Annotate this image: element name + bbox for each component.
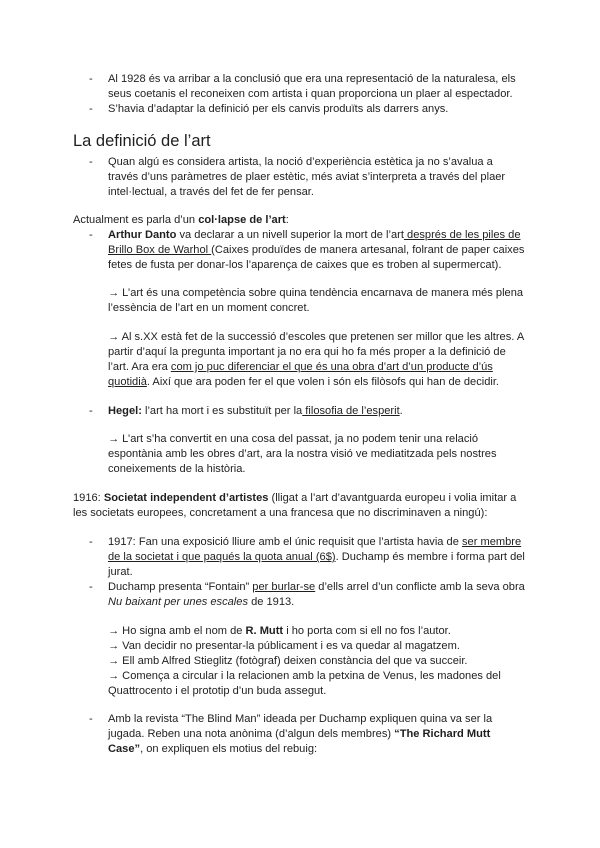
pseudonym: R. Mutt <box>245 625 284 637</box>
fontain-line-2 <box>108 595 294 610</box>
hegel-link[interactable]: filosofia de l’esperit <box>302 405 400 417</box>
definition-line-3: intel·lectual, a través del fet de fer pensar. <box>108 186 314 198</box>
bullet-dash: - <box>89 405 93 417</box>
danto-note2-line-4 <box>108 375 499 390</box>
danto-note1-line-1: → L’art és una competència sobre quina tendència encarnava de manera més plena <box>108 287 524 299</box>
fontain-text: d’ells arrel d’un conflicte amb la seva obra <box>315 581 525 593</box>
bullet-dash: - <box>89 229 93 241</box>
expo-link-part-2[interactable]: de la societat i que paqués la quota anual (6$) <box>108 551 336 563</box>
section-heading: La definició de l’art <box>73 132 211 150</box>
fontain-arrow-3: → Ell amb Alfred Stieglitz (fotògraf) deixen constància del que va succeir. <box>108 655 468 667</box>
danto-line-1 <box>108 228 521 243</box>
fontain-line-1 <box>108 580 525 595</box>
blind-man-line-3 <box>108 742 317 757</box>
danto-link-part-2[interactable]: Brillo Box de Warhol <box>108 244 212 256</box>
danto-line-2 <box>108 243 524 258</box>
bullet-text-adapt: S’havia d’adaptar la definició per els canvis produïts als darrers anys. <box>108 103 449 115</box>
case-title-part-1: “The Richard Mutt <box>394 728 491 740</box>
collapse-intro-prefix: Actualment es parla d’un <box>73 214 199 226</box>
society-name: Societat independent d’artistes <box>103 492 269 504</box>
hegel-line <box>108 404 403 419</box>
expo-line-1 <box>108 535 521 550</box>
danto-note2-line-3 <box>108 360 493 375</box>
hegel-name: Hegel: <box>108 405 142 417</box>
collapse-term: col·lapse de l’art <box>198 214 286 226</box>
case-title-part-2: Case” <box>108 743 141 755</box>
bullet-dash: - <box>89 156 93 168</box>
bullet-dash: - <box>89 713 93 725</box>
blind-man-text: , on expliquen els motius del rebuig: <box>140 743 318 755</box>
fontain-arrow-4-line-1: → Comença a circular i la relacionen amb la petxina de Venus, les madones del <box>108 670 501 682</box>
fontain-text: Duchamp presenta “Fontain” <box>108 581 253 593</box>
fontain-arrow-text: i ho porta com si ell no fos l’autor. <box>283 625 451 637</box>
hegel-text: l’art ha mort i es substituït per la <box>141 405 303 417</box>
society-line-1 <box>73 491 516 506</box>
danto-name: Arthur Danto <box>108 229 177 241</box>
bullet-text-1928-line-1: Al 1928 és va arribar a la conclusió que era una representació de la naturalesa, els <box>108 73 516 85</box>
collapse-intro-suffix: : <box>285 214 289 226</box>
hegel-note-line-1: → L’art s’ha convertit en una cosa del passat, ja no podem tenir una relació <box>108 433 479 445</box>
society-year: 1916: <box>73 492 104 504</box>
bullet-dash: - <box>89 581 93 593</box>
hegel-note-line-2: espontània amb les obres d’art, ara la nostra visió ve mediatitzada pels nostres <box>108 448 497 460</box>
collapse-intro <box>73 213 289 228</box>
bullet-dash: - <box>89 73 93 85</box>
expo-line-3: jurat. <box>108 566 133 578</box>
expo-link-part-1[interactable]: ser membre <box>461 536 522 548</box>
fontain-arrow-4-line-2: Quattrocento i el prototip d’un buda assegut. <box>108 685 327 697</box>
blind-man-line-1: Amb la revista “The Blind Man” ideada per Duchamp expliquen quina va ser la <box>108 713 493 725</box>
fontain-arrow-1 <box>108 624 451 639</box>
danto-link-part-1[interactable]: després de les piles de <box>403 229 521 241</box>
fontain-link[interactable]: per burlar-se <box>252 581 316 593</box>
expo-line-2 <box>108 550 525 565</box>
blind-man-text: jugada. Reben una nota anònima (d’algun dels membres) <box>108 728 395 740</box>
bullet-text-1928-line-2: seus coetanis el reconeixen com artista i quan proporciona un plaer al espectador. <box>108 88 513 100</box>
definition-line-1: Quan algú es considera artista, la noció d’experiència estètica ja no s’avalua a <box>108 156 493 168</box>
danto-text: va declarar a un nivell superior la mort de l’art <box>176 229 404 241</box>
artwork-title: Nu baixant per unes escales <box>108 596 248 608</box>
bullet-dash: - <box>89 536 93 548</box>
fontain-arrow-text: → Ho signa amb el nom de <box>108 625 246 637</box>
blind-man-line-2 <box>108 727 490 742</box>
expo-text: . Duchamp és membre i forma part del <box>335 551 525 563</box>
danto-note2-link-part-2[interactable]: quotidià <box>108 376 147 388</box>
society-line-2: les societats europees, concretament a una francesa que no discriminaven a ningú): <box>73 507 488 519</box>
bullet-dash: - <box>89 103 93 115</box>
danto-note2-line-2: partir d’aquí la pregunta important ja no era qui ho fa més proper a la definició de <box>108 346 506 358</box>
fontain-arrow-2: → Van decidir no presentar-la públicament i es va quedar al magatzem. <box>108 640 460 652</box>
danto-line-3: fetes de fusta per donar-los l’aparença de caixes que es troben al supermercat). <box>108 259 502 271</box>
fontain-text: de 1913. <box>248 596 295 608</box>
danto-text: (Caixes produïdes de manera artesanal, folrant de paper caixes <box>211 244 525 256</box>
society-text: (lligat a l’art d’avantguarda europeu i volia imitar a <box>268 492 517 504</box>
danto-note2-link-part-1[interactable]: com jo puc diferenciar el que és una obra d’art d’un producte d’ús <box>170 361 493 373</box>
danto-note1-line-2: l’essència de l’art en un moment concret. <box>108 302 310 314</box>
danto-note2-text: l’art. Ara era <box>108 361 171 373</box>
definition-line-2: través d’uns paràmetres de plaer estètic, més aviat s’interpreta a través del plaer <box>108 171 506 183</box>
expo-text: 1917: Fan una exposició lliure amb el únic requisit que l’artista havia de <box>108 536 462 548</box>
hegel-note-line-3: coneixements de la història. <box>108 463 246 475</box>
hegel-end: . <box>399 405 403 417</box>
danto-note2-line-1: → Al s.XX està fet de la successió d’escoles que pretenen ser millor que les altres. A <box>108 331 525 343</box>
danto-note2-text: . Així que ara poden fer el que volen i són els filòsofs qui han de decidir. <box>146 376 500 388</box>
